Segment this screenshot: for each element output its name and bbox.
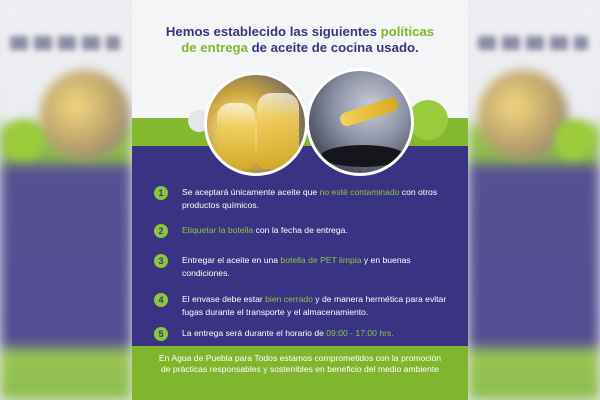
item-text: Etiquetar la botella con la fecha de entrega. <box>182 225 348 235</box>
item-text: El envase debe estar bien cerrado y de manera hermética para evitar fugas durante el transporte y el almacenamiento. <box>182 294 447 317</box>
item-text: Se aceptará únicamente aceite que no esté contaminado con otros productos químicos. <box>182 187 438 210</box>
item-text: Entregar el aceite en una botella de PET limpia y en buenas condiciones. <box>182 255 411 278</box>
oil-bottles-photo <box>204 72 308 176</box>
item-number-badge: 3 <box>154 254 168 268</box>
item-number-badge: 2 <box>154 224 168 238</box>
item-number-badge: 5 <box>154 327 168 341</box>
policy-poster <box>132 0 468 400</box>
blurred-background-left <box>0 0 132 400</box>
item-number-badge: 4 <box>154 293 168 307</box>
item-text: La entrega será durante el horario de 09:00 - 17:00 hrs. <box>182 328 394 338</box>
item-number-badge: 1 <box>154 186 168 200</box>
blurred-background-right <box>468 0 600 400</box>
poster-title: Hemos establecido las siguientes políticas de entrega de aceite de cocina usado. <box>165 24 435 55</box>
decorative-circle <box>408 100 448 140</box>
footer-message: En Agua de Puebla para Todos estamos comprometidos con la promoción de prácticas responsables y sostenibles en beneficio del medio ambiente <box>158 353 442 374</box>
pouring-oil-photo <box>306 68 414 176</box>
